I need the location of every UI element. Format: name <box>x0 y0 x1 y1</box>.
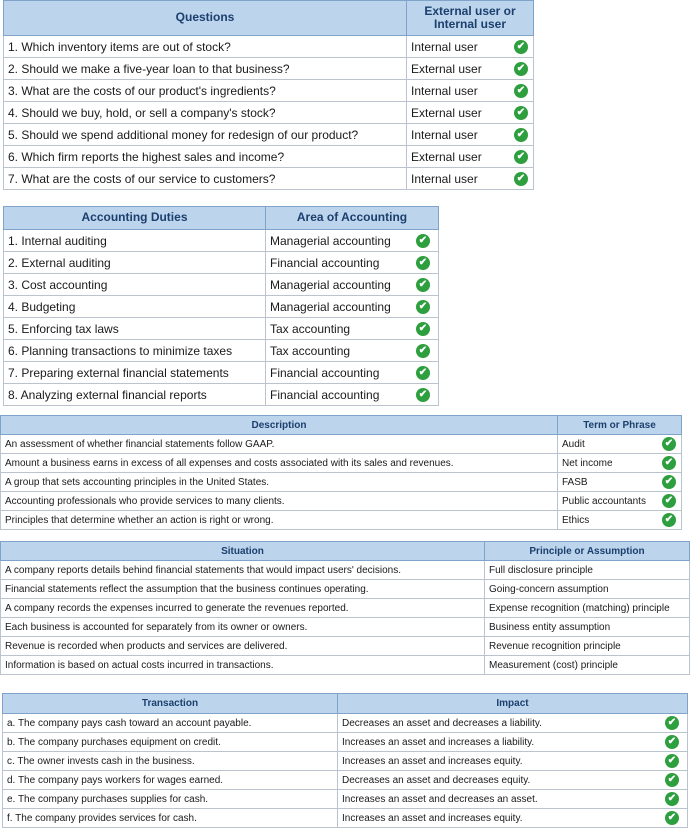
checkmark-icon: ✔ <box>665 716 679 730</box>
answer-text: Financial accounting <box>270 255 380 270</box>
question-cell: d. The company pays workers for wages earned. <box>3 771 338 790</box>
answer-cell[interactable] <box>407 80 534 102</box>
answer-cell[interactable] <box>338 790 688 809</box>
question-cell: 5. Enforcing tax laws <box>4 318 266 340</box>
answer-text: Internal user <box>411 127 478 142</box>
question-cell: 3. Cost accounting <box>4 274 266 296</box>
question-cell: A company reports details behind financial statements that would impact users' decisions. <box>1 561 485 580</box>
answer-cell[interactable] <box>266 274 439 296</box>
answer-cell[interactable] <box>407 124 534 146</box>
checkmark-icon: ✔ <box>416 300 430 314</box>
column-header-principle-or-assumption: Principle or Assumption <box>485 542 690 561</box>
table-row <box>4 362 439 384</box>
answer-cell[interactable] <box>266 318 439 340</box>
question-cell: c. The owner invests cash in the business. <box>3 752 338 771</box>
answer-cell[interactable] <box>558 492 682 511</box>
answer-text: Business entity assumption <box>489 621 611 633</box>
answer-cell[interactable] <box>558 454 682 473</box>
table-row <box>4 102 534 124</box>
answer-text: External user <box>411 61 482 76</box>
question-cell: 6. Planning transactions to minimize taxes <box>4 340 266 362</box>
answer-cell[interactable] <box>407 58 534 80</box>
answer-text: Audit <box>562 438 585 450</box>
question-cell: 7. What are the costs of our service to customers? <box>4 168 407 190</box>
table-row <box>1 473 682 492</box>
answer-text: Tax accounting <box>270 343 351 358</box>
table-row <box>3 733 688 752</box>
question-cell: An assessment of whether financial statements follow GAAP. <box>1 435 558 454</box>
checkmark-icon: ✔ <box>665 811 679 825</box>
users-table <box>3 0 534 190</box>
answer-text: Internal user <box>411 171 478 186</box>
question-cell: e. The company purchases supplies for cash. <box>3 790 338 809</box>
question-cell: 4. Budgeting <box>4 296 266 318</box>
answer-cell[interactable] <box>558 511 682 530</box>
answer-cell[interactable] <box>338 714 688 733</box>
checkmark-icon: ✔ <box>514 106 528 120</box>
table-row <box>3 809 688 828</box>
table-row <box>4 36 534 58</box>
answer-text: Net income <box>562 457 613 469</box>
column-header-user-type: External user or Internal user <box>407 1 534 36</box>
table-row <box>3 714 688 733</box>
checkmark-icon: ✔ <box>416 234 430 248</box>
checkmark-icon: ✔ <box>514 40 528 54</box>
checkmark-icon: ✔ <box>665 754 679 768</box>
answer-text: Expense recognition (matching) principle <box>489 602 670 614</box>
answer-cell[interactable] <box>485 618 690 637</box>
column-header-situation: Situation <box>1 542 485 561</box>
answer-cell[interactable] <box>407 146 534 168</box>
question-cell: 6. Which firm reports the highest sales and income? <box>4 146 407 168</box>
column-header-area-of-accounting: Area of Accounting <box>266 207 439 230</box>
impact-table <box>2 693 688 828</box>
question-cell: 4. Should we buy, hold, or sell a company's stock? <box>4 102 407 124</box>
table-row <box>4 80 534 102</box>
column-header-description: Description <box>1 416 558 435</box>
answer-text: Ethics <box>562 514 590 526</box>
table-row <box>4 252 439 274</box>
question-cell: Information is based on actual costs incurred in transactions. <box>1 656 485 675</box>
checkmark-icon: ✔ <box>416 322 430 336</box>
answer-cell[interactable] <box>485 580 690 599</box>
question-cell: A company records the expenses incurred to generate the revenues reported. <box>1 599 485 618</box>
table-body <box>1 561 690 675</box>
question-cell: a. The company pays cash toward an account payable. <box>3 714 338 733</box>
checkmark-icon: ✔ <box>662 494 676 508</box>
answer-text: Increases an asset and increases equity. <box>342 812 523 824</box>
question-cell: 3. What are the costs of our product's ingredients? <box>4 80 407 102</box>
answer-text: Going-concern assumption <box>489 583 609 595</box>
question-cell: 7. Preparing external financial statements <box>4 362 266 384</box>
terms-table <box>0 415 682 530</box>
table-row <box>1 599 690 618</box>
answer-text: Increases an asset and decreases an asset. <box>342 793 538 805</box>
answer-text: Financial accounting <box>270 365 380 380</box>
answer-cell[interactable] <box>338 809 688 828</box>
checkmark-icon: ✔ <box>416 256 430 270</box>
table-body <box>4 36 534 190</box>
answer-text: Revenue recognition principle <box>489 640 621 652</box>
table-row <box>3 752 688 771</box>
table-row <box>1 637 690 656</box>
answer-cell[interactable] <box>558 473 682 492</box>
table-row <box>4 384 439 406</box>
table-row <box>1 618 690 637</box>
checkmark-icon: ✔ <box>514 62 528 76</box>
answer-text: Financial accounting <box>270 387 380 402</box>
table-row <box>3 790 688 809</box>
checkmark-icon: ✔ <box>416 344 430 358</box>
answer-text: Internal user <box>411 39 478 54</box>
answer-cell[interactable] <box>485 599 690 618</box>
table-row <box>4 296 439 318</box>
table-row <box>1 492 682 511</box>
question-cell: 8. Analyzing external financial reports <box>4 384 266 406</box>
answer-cell[interactable] <box>485 656 690 675</box>
table-row <box>4 340 439 362</box>
answer-text: Public accountants <box>562 495 646 507</box>
checkmark-icon: ✔ <box>514 84 528 98</box>
answer-cell[interactable] <box>338 752 688 771</box>
table-body <box>3 714 688 828</box>
answer-cell[interactable] <box>266 340 439 362</box>
answer-text: Increases an asset and increases a liability. <box>342 736 535 748</box>
question-cell: A group that sets accounting principles in the United States. <box>1 473 558 492</box>
answer-cell[interactable] <box>407 102 534 124</box>
table-row <box>4 146 534 168</box>
table-row <box>4 318 439 340</box>
answer-cell[interactable] <box>338 771 688 790</box>
table-row <box>4 230 439 252</box>
answer-text: Managerial accounting <box>270 233 391 248</box>
table-row <box>1 561 690 580</box>
question-cell: 1. Internal auditing <box>4 230 266 252</box>
question-cell: 1. Which inventory items are out of stock? <box>4 36 407 58</box>
column-header-term-or-phrase: Term or Phrase <box>558 416 682 435</box>
checkmark-icon: ✔ <box>514 150 528 164</box>
answer-text: Internal user <box>411 83 478 98</box>
answer-cell[interactable] <box>266 252 439 274</box>
checkmark-icon: ✔ <box>662 513 676 527</box>
answer-text: Full disclosure principle <box>489 564 593 576</box>
column-header-accounting-duties: Accounting Duties <box>4 207 266 230</box>
checkmark-icon: ✔ <box>416 278 430 292</box>
answer-text: Increases an asset and increases equity. <box>342 755 523 767</box>
answer-cell[interactable] <box>266 230 439 252</box>
table-row <box>1 435 682 454</box>
table-row <box>4 274 439 296</box>
table-row <box>4 58 534 80</box>
answer-text: Managerial accounting <box>270 277 391 292</box>
question-cell: Revenue is recorded when products and services are delivered. <box>1 637 485 656</box>
table-row <box>1 511 682 530</box>
table-row <box>4 124 534 146</box>
table-row <box>3 771 688 790</box>
question-cell: b. The company purchases equipment on credit. <box>3 733 338 752</box>
question-cell: Each business is accounted for separately from its owner or owners. <box>1 618 485 637</box>
checkmark-icon: ✔ <box>514 128 528 142</box>
checkmark-icon: ✔ <box>665 773 679 787</box>
checkmark-icon: ✔ <box>662 437 676 451</box>
column-header-impact: Impact <box>338 694 688 714</box>
answer-text: Measurement (cost) principle <box>489 659 618 671</box>
checkmark-icon: ✔ <box>514 172 528 186</box>
question-cell: 2. External auditing <box>4 252 266 274</box>
answer-cell[interactable] <box>338 733 688 752</box>
question-cell: Accounting professionals who provide services to many clients. <box>1 492 558 511</box>
answer-cell[interactable] <box>266 362 439 384</box>
question-cell: Principles that determine whether an action is right or wrong. <box>1 511 558 530</box>
answer-cell[interactable] <box>266 384 439 406</box>
question-cell: Amount a business earns in excess of all expenses and costs associated with its sales and revenues. <box>1 454 558 473</box>
answer-cell[interactable] <box>407 36 534 58</box>
answer-text: Decreases an asset and decreases a liability. <box>342 717 542 729</box>
answer-cell[interactable] <box>407 168 534 190</box>
answer-text: External user <box>411 105 482 120</box>
question-cell: 5. Should we spend additional money for redesign of our product? <box>4 124 407 146</box>
table-row <box>1 656 690 675</box>
checkmark-icon: ✔ <box>416 366 430 380</box>
answer-cell[interactable] <box>558 435 682 454</box>
answer-text: Decreases an asset and decreases equity. <box>342 774 531 786</box>
table-row <box>4 168 534 190</box>
question-cell: f. The company provides services for cash. <box>3 809 338 828</box>
checkmark-icon: ✔ <box>662 456 676 470</box>
table-body <box>4 230 439 406</box>
answer-text: Managerial accounting <box>270 299 391 314</box>
answer-text: Tax accounting <box>270 321 351 336</box>
answer-cell[interactable] <box>485 561 690 580</box>
checkmark-icon: ✔ <box>416 388 430 402</box>
principles-table <box>0 541 690 675</box>
checkmark-icon: ✔ <box>665 735 679 749</box>
question-cell: Financial statements reflect the assumption that the business continues operating. <box>1 580 485 599</box>
answer-cell[interactable] <box>485 637 690 656</box>
column-header-questions: Questions <box>4 1 407 36</box>
checkmark-icon: ✔ <box>662 475 676 489</box>
answer-cell[interactable] <box>266 296 439 318</box>
answer-text: External user <box>411 149 482 164</box>
duties-table <box>3 206 439 406</box>
table-row <box>1 580 690 599</box>
question-cell: 2. Should we make a five-year loan to that business? <box>4 58 407 80</box>
table-row <box>1 454 682 473</box>
column-header-transaction: Transaction <box>3 694 338 714</box>
table-body <box>1 435 682 530</box>
checkmark-icon: ✔ <box>665 792 679 806</box>
answer-text: FASB <box>562 476 588 488</box>
